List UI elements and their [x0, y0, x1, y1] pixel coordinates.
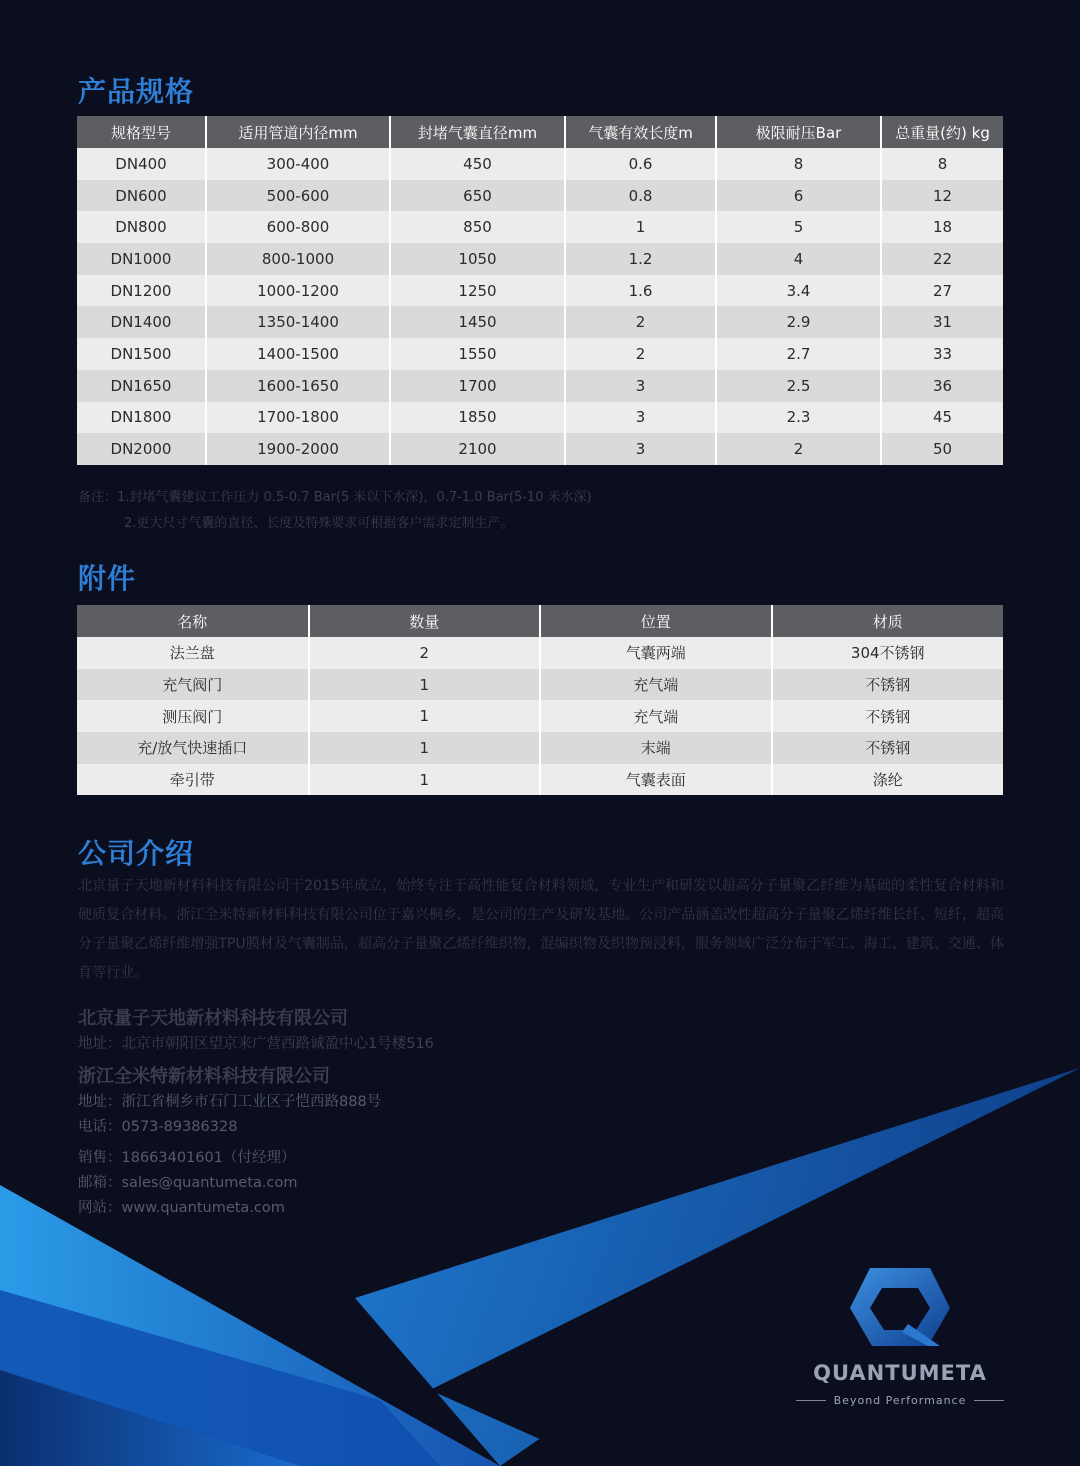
- col-header-name: 名称: [77, 605, 309, 637]
- table-cell: 3: [565, 402, 716, 434]
- table-cell: 36: [881, 370, 1003, 402]
- table-cell: 不锈钢: [772, 732, 1004, 764]
- col-header-max-pressure: 极限耐压Bar: [716, 116, 881, 148]
- table-cell: 31: [881, 306, 1003, 338]
- table-cell: DN1000: [77, 243, 206, 275]
- table-cell: 4: [716, 243, 881, 275]
- table-cell: 650: [390, 180, 565, 212]
- table-row: [77, 669, 1003, 701]
- table-cell: 充/放气快速插口: [77, 732, 309, 764]
- table-cell: 12: [881, 180, 1003, 212]
- table-cell: 8: [881, 148, 1003, 180]
- table-row: [77, 180, 1003, 212]
- table-cell: DN1650: [77, 370, 206, 402]
- table-cell: 18: [881, 211, 1003, 243]
- table-cell: DN400: [77, 148, 206, 180]
- table-cell: 2100: [390, 433, 565, 465]
- table-cell: 0.6: [565, 148, 716, 180]
- table-cell: DN600: [77, 180, 206, 212]
- table-row: [77, 700, 1003, 732]
- table-cell: 2: [565, 306, 716, 338]
- table-cell: 1: [565, 211, 716, 243]
- table-cell: DN1400: [77, 306, 206, 338]
- hq-block: [78, 1006, 434, 1057]
- col-header-pipe-diameter: 适用管道内径mm: [206, 116, 390, 148]
- table-cell: 850: [390, 211, 565, 243]
- col-header-airbag-diameter: 封堵气囊直径mm: [390, 116, 565, 148]
- table-cell: 2: [716, 433, 881, 465]
- table-cell: 8: [716, 148, 881, 180]
- table-row: [77, 306, 1003, 338]
- spec-table-body: [77, 148, 1003, 465]
- table-cell: 1850: [390, 402, 565, 434]
- hq-address: 地址：北京市朝阳区望京来广营西路诚盈中心1号楼516: [78, 1036, 434, 1052]
- table-cell: DN2000: [77, 433, 206, 465]
- factory-name: 浙江全米特新材料科技有限公司: [78, 1066, 330, 1087]
- spec-table: [77, 116, 1003, 465]
- table-cell: 2.3: [716, 402, 881, 434]
- table-cell: 45: [881, 402, 1003, 434]
- table-cell: 2.9: [716, 306, 881, 338]
- table-cell: 涤纶: [772, 764, 1004, 796]
- factory-block: [78, 1064, 381, 1221]
- col-header-position: 位置: [540, 605, 772, 637]
- table-row: [77, 637, 1003, 669]
- col-header-model: 规格型号: [77, 116, 206, 148]
- table-cell: 6: [716, 180, 881, 212]
- table-cell: 1700-1800: [206, 402, 390, 434]
- table-row: [77, 732, 1003, 764]
- table-cell: 气囊两端: [540, 637, 772, 669]
- sales-contact: 销售：18663401601（付经理）: [78, 1150, 296, 1166]
- table-cell: 不锈钢: [772, 669, 1004, 701]
- table-cell: 600-800: [206, 211, 390, 243]
- table-cell: DN800: [77, 211, 206, 243]
- table-cell: 充气端: [540, 700, 772, 732]
- table-row: [77, 764, 1003, 796]
- table-cell: 1: [309, 669, 541, 701]
- table-row: [77, 433, 1003, 465]
- tagline-text: Beyond Performance: [833, 1394, 967, 1407]
- table-cell: 2.5: [716, 370, 881, 402]
- factory-address: 地址：浙江省桐乡市石门工业区子恺西路888号: [78, 1094, 382, 1110]
- table-cell: 1.6: [565, 275, 716, 307]
- table-cell: 1: [309, 732, 541, 764]
- col-header-effective-length: 气囊有效长度m: [565, 116, 716, 148]
- accessories-section-title: 附件: [78, 562, 137, 595]
- accessory-table-body: [77, 637, 1003, 795]
- table-row: [77, 338, 1003, 370]
- table-row: [77, 370, 1003, 402]
- table-cell: DN1500: [77, 338, 206, 370]
- table-cell: 法兰盘: [77, 637, 309, 669]
- table-row: [77, 402, 1003, 434]
- table-cell: 1250: [390, 275, 565, 307]
- table-cell: DN1200: [77, 275, 206, 307]
- brand-tagline: [796, 1394, 1004, 1407]
- accessory-table: [77, 605, 1003, 795]
- table-cell: 1600-1650: [206, 370, 390, 402]
- table-cell: 2: [309, 637, 541, 669]
- table-cell: 测压阀门: [77, 700, 309, 732]
- table-cell: 500-600: [206, 180, 390, 212]
- col-header-weight: 总重量(约) kg: [881, 116, 1003, 148]
- table-cell: 304不锈钢: [772, 637, 1004, 669]
- table-cell: 3: [565, 370, 716, 402]
- spec-table-header: [77, 116, 1003, 148]
- table-cell: 1.2: [565, 243, 716, 275]
- table-cell: 末端: [540, 732, 772, 764]
- table-cell: 22: [881, 243, 1003, 275]
- col-header-quantity: 数量: [309, 605, 541, 637]
- table-cell: 1550: [390, 338, 565, 370]
- table-cell: 50: [881, 433, 1003, 465]
- brand-name: QUANTUMETA: [813, 1361, 987, 1385]
- table-cell: 300-400: [206, 148, 390, 180]
- note-line-2: 2.更大尺寸气囊的直径、长度及特殊要求可根据客户需求定制生产。: [124, 516, 514, 531]
- table-cell: 1900-2000: [206, 433, 390, 465]
- company-intro: 北京量子天地新材料科技有限公司于2015年成立，始终专注于高性能复合材料领域，专业生产和研发以超高分子量聚乙纤维为基础的柔性复合材料和硬质复合材料。浙江全米特新材料科技有限公司位于嘉兴桐乡，是公司的生产及研发基地。公司产品涵盖改性超高分子量聚乙烯纤维长纤、短纤，超高分子量聚乙烯纤维增强TPU膜材及气囊制品，超高分子量聚乙烯纤维织物，混编织物及织物预浸料，服务领域广泛分布于军工、海工、建筑、交通、体育等行业。: [78, 878, 1004, 981]
- table-cell: DN1800: [77, 402, 206, 434]
- table-cell: 800-1000: [206, 243, 390, 275]
- accessory-table-header: [77, 605, 1003, 637]
- table-cell: 5: [716, 211, 881, 243]
- phone: 电话：0573-89386328: [78, 1119, 238, 1135]
- table-cell: 27: [881, 275, 1003, 307]
- table-cell: 1: [309, 700, 541, 732]
- table-row: [77, 211, 1003, 243]
- table-cell: 1400-1500: [206, 338, 390, 370]
- table-cell: 不锈钢: [772, 700, 1004, 732]
- table-cell: 33: [881, 338, 1003, 370]
- table-cell: 气囊表面: [540, 764, 772, 796]
- table-cell: 充气阀门: [77, 669, 309, 701]
- tagline-rule-left: [796, 1400, 826, 1401]
- email-link[interactable]: 邮箱：sales@quantumeta.com: [78, 1175, 298, 1191]
- specs-section-title: 产品规格: [78, 75, 195, 108]
- col-header-material: 材质: [772, 605, 1004, 637]
- table-cell: 1450: [390, 306, 565, 338]
- hq-name: 北京量子天地新材料科技有限公司: [78, 1008, 348, 1029]
- website-link[interactable]: 网站：www.quantumeta.com: [78, 1200, 285, 1216]
- table-cell: 3: [565, 433, 716, 465]
- table-cell: 牵引带: [77, 764, 309, 796]
- table-cell: 1700: [390, 370, 565, 402]
- table-row: [77, 243, 1003, 275]
- table-cell: 1: [309, 764, 541, 796]
- spec-notes: [78, 485, 592, 537]
- table-cell: 0.8: [565, 180, 716, 212]
- table-cell: 充气端: [540, 669, 772, 701]
- table-cell: 1050: [390, 243, 565, 275]
- table-cell: 450: [390, 148, 565, 180]
- table-row: [77, 148, 1003, 180]
- table-cell: 1350-1400: [206, 306, 390, 338]
- table-cell: 3.4: [716, 275, 881, 307]
- quantumeta-logo-icon: [790, 1262, 1010, 1412]
- table-row: [77, 275, 1003, 307]
- tagline-rule-right: [974, 1400, 1004, 1401]
- table-cell: 2.7: [716, 338, 881, 370]
- note-line-1: 备注：1.封堵气囊建议工作压力 0.5-0.7 Bar(5 米以下水深)，0.7-1.0 Bar(5-10 米水深): [78, 490, 592, 505]
- table-cell: 2: [565, 338, 716, 370]
- company-section-title: 公司介绍: [78, 837, 195, 870]
- table-cell: 1000-1200: [206, 275, 390, 307]
